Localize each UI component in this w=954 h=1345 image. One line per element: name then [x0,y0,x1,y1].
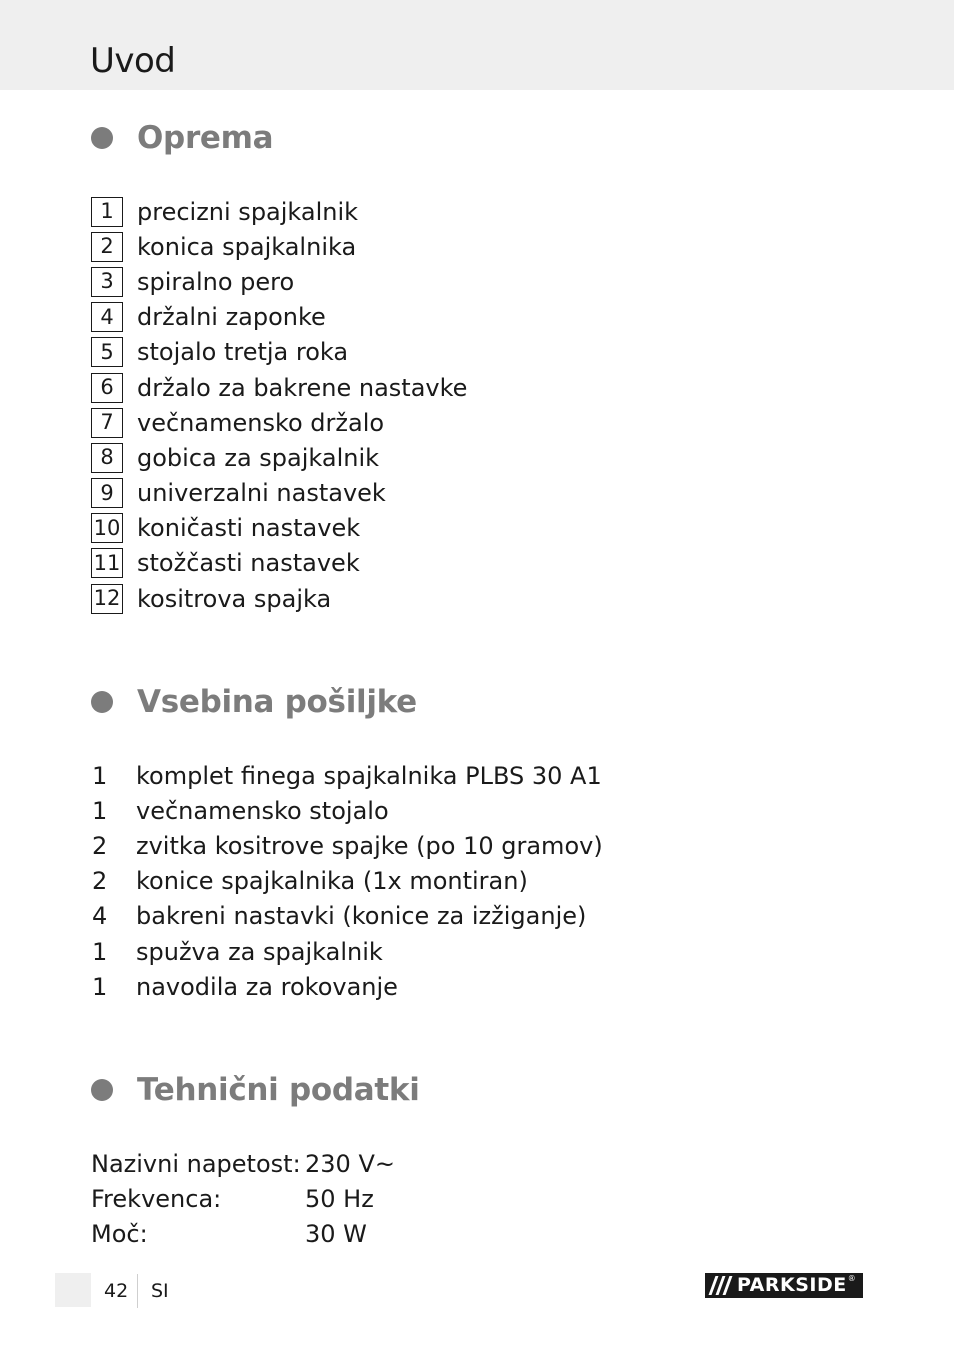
bullet-icon [91,1079,113,1101]
part-label: konica spajkalnika [137,232,357,261]
list-item [91,476,467,511]
list-item [91,828,603,863]
part-number-box: 5 [91,337,123,367]
list-item [91,793,603,828]
part-label: stojalo tretja roka [137,338,349,367]
item-label: zvitka kositrove spajke (po 10 gramov) [136,831,603,860]
spec-row [91,1216,395,1251]
list-item [91,969,603,1004]
brand-logo [705,1273,863,1298]
list-item [91,511,467,546]
item-label: konice spajkalnika (1x montiran) [136,867,528,896]
list-item [91,546,467,581]
technical-data-list [91,1146,395,1251]
part-number-box: 2 [91,232,123,262]
quantity: 1 [92,972,108,1001]
part-number-box: 8 [91,443,123,473]
quantity: 4 [92,902,108,931]
item-label: spužva za spajkalnik [136,937,383,966]
section-title: Vsebina pošiljke [137,684,417,720]
part-label: kositrova spajka [137,584,332,613]
part-number-box: 10 [91,513,123,543]
list-item [91,440,467,475]
part-label: držalo za bakrene nastavke [137,373,468,402]
item-label: večnamensko stojalo [136,796,389,825]
section-heading-equipment [91,118,273,158]
footer-tab [55,1273,91,1307]
list-item [91,864,603,899]
page-number: 42 [104,1280,129,1302]
part-number-box: 1 [91,197,123,227]
part-label: gobica za spajkalnik [137,443,380,472]
part-number-box: 9 [91,478,123,508]
part-number-box: 4 [91,302,123,332]
list-item [91,934,603,969]
list-item [91,405,467,440]
part-label: koničasti nastavek [137,514,361,543]
spec-value: 50 Hz [305,1184,374,1213]
section-title: Tehnični podatki [137,1072,420,1108]
part-number-box: 12 [91,584,123,614]
logo-stripes-icon [705,1273,735,1298]
section-heading-delivery [91,682,417,722]
part-number-box: 11 [91,548,123,578]
registered-mark: ® [847,1274,856,1283]
part-label: držalni zaponke [137,303,326,332]
quantity: 1 [92,937,108,966]
language-code: SI [151,1280,169,1302]
quantity: 2 [92,867,108,896]
quantity: 2 [92,831,108,860]
spec-row [91,1181,395,1216]
quantity: 1 [92,761,108,790]
quantity: 1 [92,796,108,825]
spec-value: 30 W [305,1219,367,1248]
part-number-box: 6 [91,373,123,403]
part-number-box: 3 [91,267,123,297]
footer-divider [137,1274,138,1308]
part-label: spiralno pero [137,267,295,296]
delivery-list [91,758,603,1004]
spec-value: 230 V~ [305,1149,395,1178]
spec-label: Nazivni napetost: [91,1149,301,1178]
spec-label: Frekvenca: [91,1184,222,1213]
list-item [91,300,467,335]
part-label: univerzalni nastavek [137,479,386,508]
bullet-icon [91,127,113,149]
part-label: stožčasti nastavek [137,549,360,578]
part-label: večnamensko držalo [137,408,385,437]
list-item [91,264,467,299]
list-item [91,758,603,793]
part-label: precizni spajkalnik [137,197,359,226]
section-title: Oprema [137,120,274,156]
list-item [91,229,467,264]
bullet-icon [91,691,113,713]
list-item [91,899,603,934]
list-item [91,335,467,370]
list-item [91,581,467,616]
item-label: bakreni nastavki (konice za izžiganje) [136,902,587,931]
item-label: navodila za rokovanje [136,972,398,1001]
list-item [91,194,467,229]
brand-name: PARKSIDE [737,1274,847,1296]
parts-list [91,194,467,616]
spec-label: Moč: [91,1219,148,1248]
section-heading-technical [91,1070,420,1110]
list-item [91,370,467,405]
part-number-box: 7 [91,408,123,438]
item-label: komplet finega spajkalnika PLBS 30 A1 [136,761,602,790]
spec-row [91,1146,395,1181]
page-title: Uvod [90,41,176,81]
